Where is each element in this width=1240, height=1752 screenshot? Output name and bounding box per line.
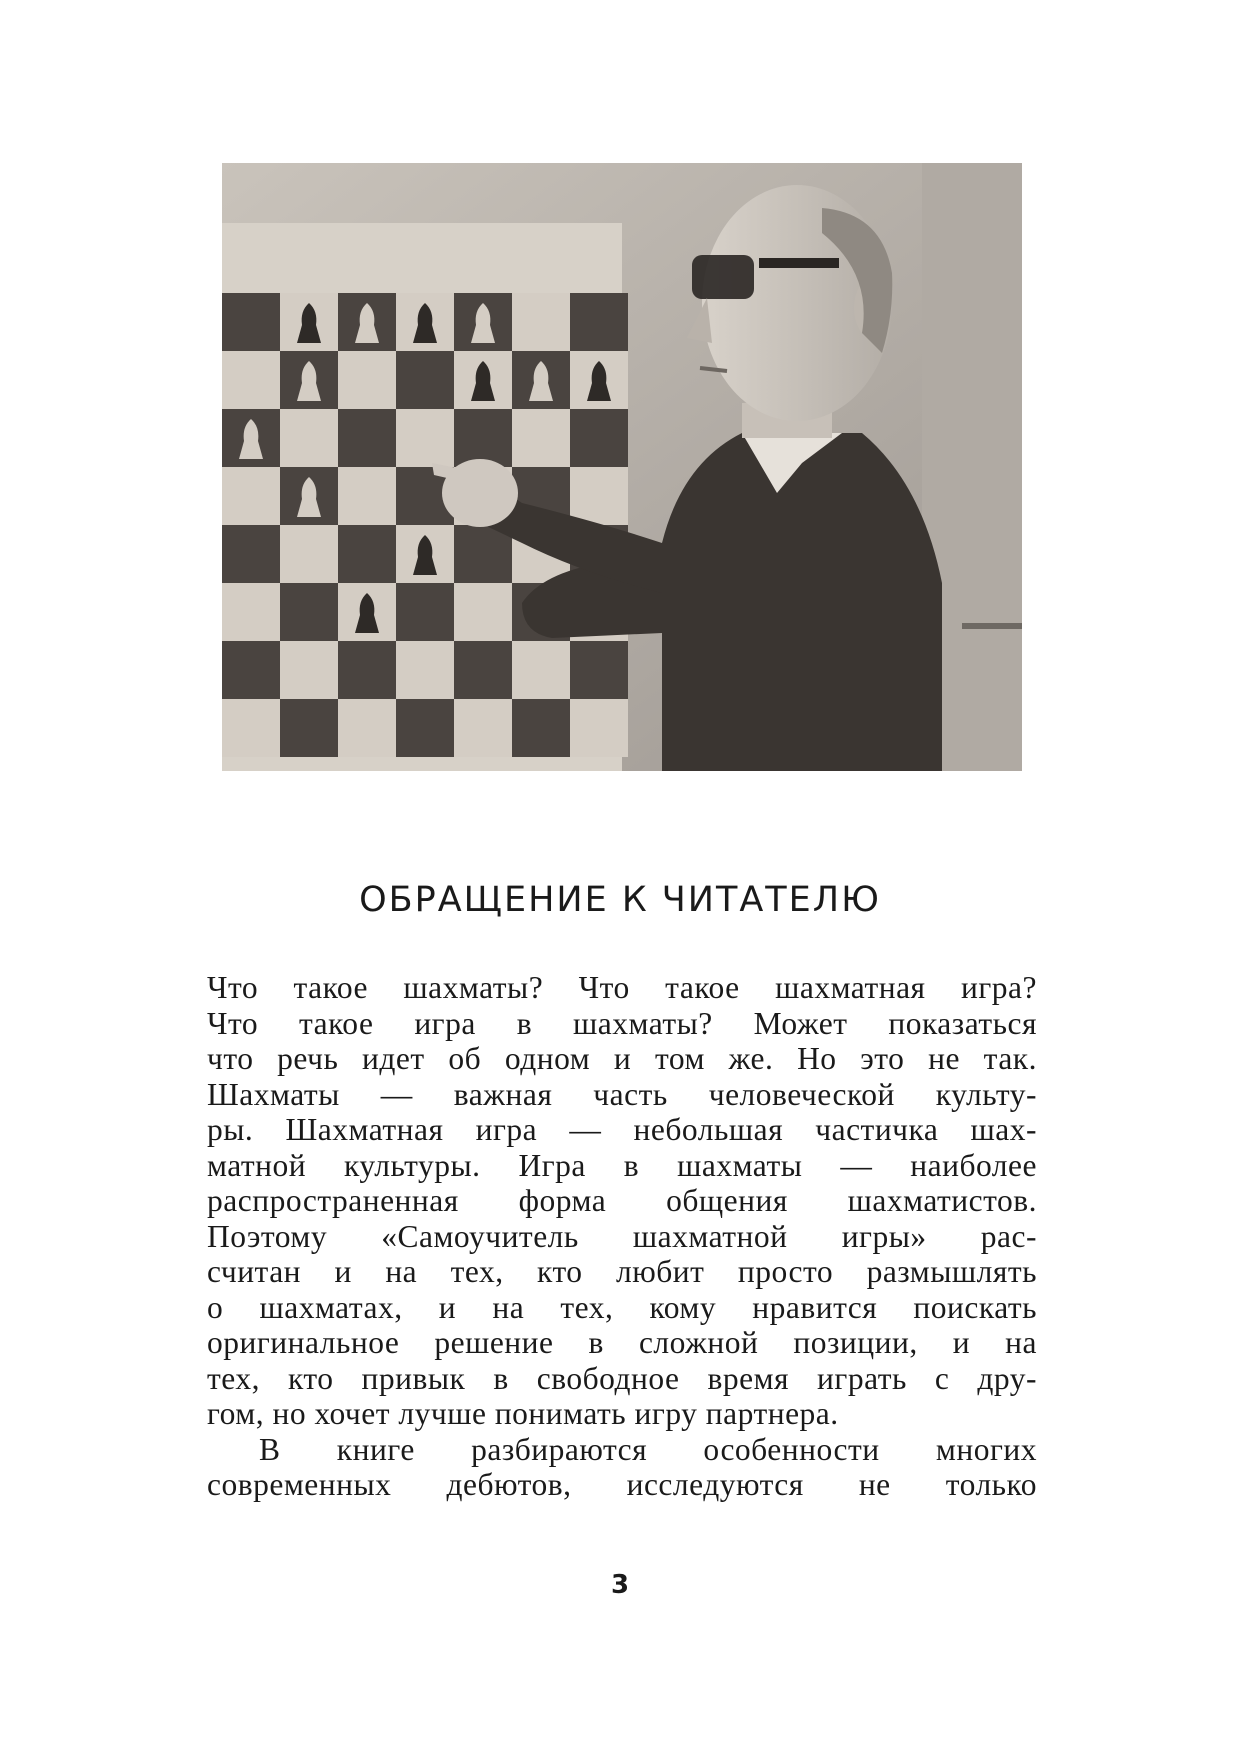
- board-square: [570, 409, 628, 467]
- text-line: Что такое игра в шахматы? Может показаться: [207, 1005, 1037, 1041]
- board-square: [222, 467, 280, 525]
- section-heading: ОБРАЩЕНИЕ К ЧИТАТЕЛЮ: [359, 880, 881, 920]
- board-square: [280, 641, 338, 699]
- board-square: [454, 409, 512, 467]
- text-line: что речь идет об одном и том же. Но это не так.: [207, 1041, 1037, 1076]
- board-square: [570, 467, 628, 525]
- text-line: В книге разбираются особенности многих: [259, 1431, 1037, 1467]
- board-square: [396, 351, 454, 409]
- text-line: ры. Шахматная игра — небольшая частичка шах-: [207, 1112, 1037, 1147]
- text-line: матной культуры. Игра в шахматы — наиболее: [207, 1147, 1037, 1183]
- text-line: считан и на тех, кто любит просто размышлять: [207, 1254, 1037, 1289]
- text-line: Что такое шахматы? Что такое шахматная игра?: [207, 970, 1037, 1005]
- board-square: [454, 583, 512, 641]
- board-square: [570, 699, 628, 757]
- board-square: [454, 699, 512, 757]
- text-line: гом, но хочет лучше понимать игру партнера.: [207, 1396, 839, 1431]
- board-square: [338, 409, 396, 467]
- board-square: [338, 525, 396, 583]
- text-line: о шахматах, и на тех, кому нравится поискать: [207, 1289, 1037, 1325]
- board-square: [222, 351, 280, 409]
- text-line: тех, кто привык в свободное время играть с дру-: [207, 1360, 1037, 1396]
- board-square: [338, 467, 396, 525]
- board-square: [338, 699, 396, 757]
- text-line: Шахматы — важная часть человеческой культу-: [207, 1076, 1037, 1112]
- board-square: [396, 641, 454, 699]
- board-square: [396, 409, 454, 467]
- board-square: [570, 641, 628, 699]
- board-square: [396, 699, 454, 757]
- chess-demonstration-photo: [222, 163, 1022, 771]
- board-square: [280, 409, 338, 467]
- board-square: [222, 641, 280, 699]
- board-square: [222, 583, 280, 641]
- board-square: [512, 699, 570, 757]
- text-line: распространенная форма общения шахматистов.: [207, 1183, 1037, 1218]
- board-square: [570, 293, 628, 351]
- board-square: [396, 583, 454, 641]
- board-square: [338, 641, 396, 699]
- board-square: [454, 641, 512, 699]
- board-square: [222, 699, 280, 757]
- board-square: [512, 409, 570, 467]
- text-line: оригинальное решение в сложной позиции, и на: [207, 1325, 1037, 1360]
- board-square: [338, 351, 396, 409]
- text-line: современных дебютов, исследуются не только: [207, 1467, 1037, 1502]
- board-square: [512, 641, 570, 699]
- board-square: [222, 293, 280, 351]
- board-square: [222, 525, 280, 583]
- board-square: [280, 525, 338, 583]
- board-square: [512, 293, 570, 351]
- board-square: [280, 583, 338, 641]
- page-number: 3: [610, 1570, 630, 1600]
- board-square: [280, 699, 338, 757]
- text-line: Поэтому «Самоучитель шахматной игры» рас-: [207, 1218, 1037, 1254]
- body-text: [207, 970, 1037, 1503]
